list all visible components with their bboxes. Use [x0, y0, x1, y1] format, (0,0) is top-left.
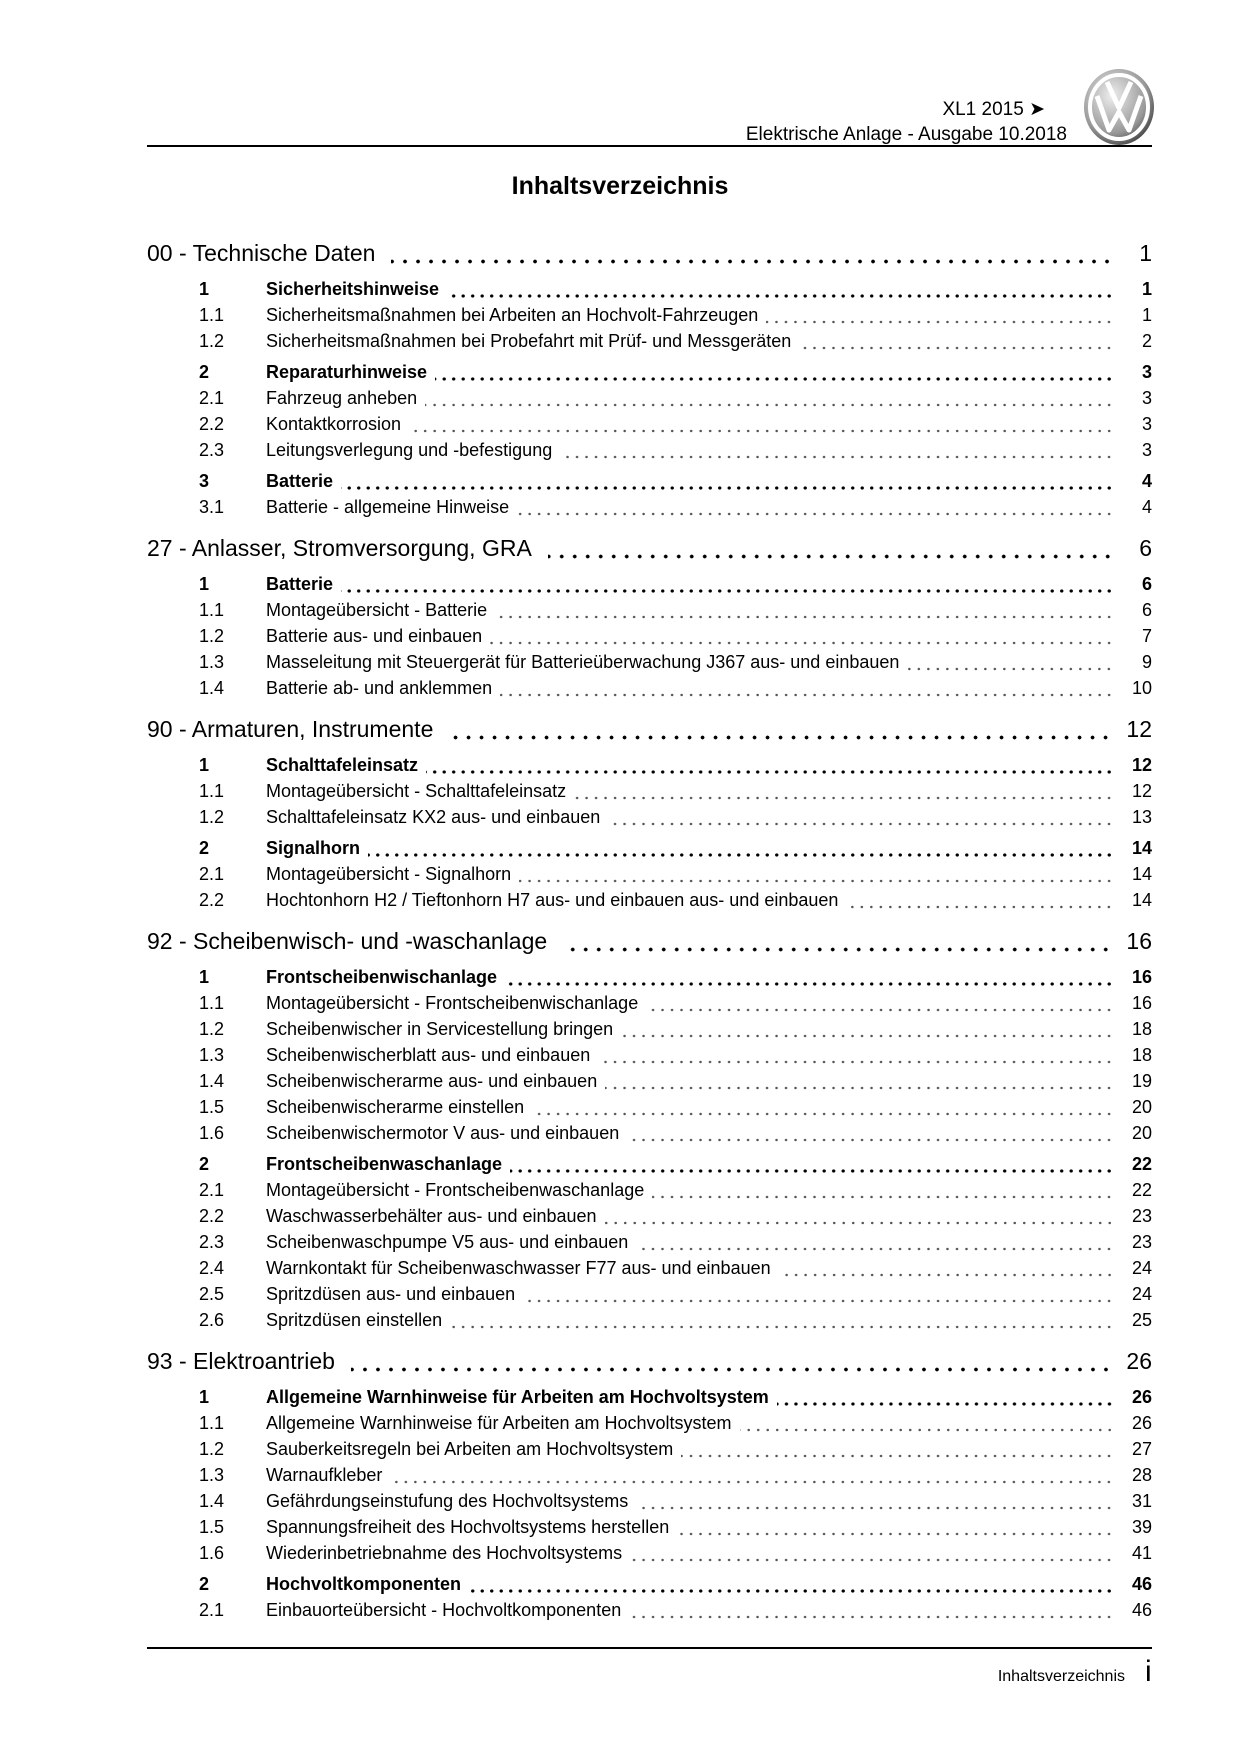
- entry-page: 16: [1131, 993, 1152, 1013]
- dot-leader: [510, 1169, 1114, 1173]
- entry-number: 1: [199, 279, 210, 299]
- dot-leader: [681, 1454, 1114, 1458]
- dot-leader: [500, 693, 1114, 697]
- entry-number: 1.2: [199, 1019, 225, 1039]
- entry-page: 12: [1126, 716, 1152, 742]
- entry-number: 2.6: [199, 1310, 225, 1330]
- toc-item[interactable]: [147, 305, 1152, 331]
- toc-item[interactable]: [147, 497, 1152, 523]
- toc-item[interactable]: [147, 1517, 1152, 1543]
- entry-number: 2.1: [199, 388, 225, 408]
- entry-title: Montageübersicht - Schalttafeleinsatz: [266, 781, 567, 801]
- entry-page: 39: [1131, 1517, 1152, 1537]
- toc-item[interactable]: [147, 1491, 1152, 1517]
- dot-leader: [621, 1034, 1114, 1038]
- toc-section[interactable]: [147, 967, 1152, 993]
- toc-item[interactable]: [147, 1600, 1152, 1626]
- dot-leader: [608, 822, 1114, 826]
- dot-leader: [495, 615, 1114, 619]
- entry-number: 1.4: [199, 1491, 225, 1511]
- toc-item[interactable]: [147, 1465, 1152, 1491]
- entry-title: Hochvoltkomponenten: [266, 1574, 462, 1594]
- toc-item[interactable]: [147, 864, 1152, 890]
- dot-leader: [627, 1138, 1114, 1142]
- dot-leader: [523, 1299, 1114, 1303]
- entry-number: 1.1: [199, 1413, 225, 1433]
- entry-title: Hochtonhorn H2 / Tieftonhorn H7 aus- und einbauen aus- und einbauen: [266, 890, 839, 910]
- toc-item[interactable]: [147, 993, 1152, 1019]
- entry-title: Scheibenwischerarme aus- und einbauen: [266, 1071, 598, 1091]
- toc-item[interactable]: [147, 1206, 1152, 1232]
- entry-page: 26: [1131, 1387, 1152, 1407]
- entry-number: 2: [199, 1574, 210, 1594]
- dot-leader: [846, 905, 1114, 909]
- toc-section[interactable]: [147, 574, 1152, 600]
- entry-number: 2.2: [199, 890, 225, 910]
- entry-title: Scheibenwischerblatt aus- und einbauen: [266, 1045, 591, 1065]
- entry-page: 24: [1131, 1258, 1152, 1278]
- entry-page: 28: [1131, 1465, 1152, 1485]
- entry-title: Montageübersicht - Batterie: [266, 600, 488, 620]
- dot-leader: [409, 429, 1114, 433]
- entry-page: 12: [1131, 781, 1152, 801]
- entry-title: Batterie: [266, 471, 334, 491]
- dot-leader: [368, 853, 1114, 857]
- entry-number: 3.1: [199, 497, 225, 517]
- dot-leader: [351, 1367, 1112, 1372]
- entry-number: 2.2: [199, 1206, 225, 1226]
- toc-item[interactable]: [147, 678, 1152, 704]
- toc-item[interactable]: [147, 781, 1152, 807]
- dot-leader: [341, 589, 1114, 593]
- toc-chapter[interactable]: [147, 928, 1152, 962]
- entry-number: 2: [199, 1154, 210, 1174]
- entry-page: 25: [1131, 1310, 1152, 1330]
- entry-title: Sicherheitsmaßnahmen bei Arbeiten an Hochvolt-Fahrzeugen: [266, 305, 759, 325]
- entry-title: Fahrzeug anheben: [266, 388, 418, 408]
- toc-section[interactable]: [147, 279, 1152, 305]
- toc-item[interactable]: [147, 388, 1152, 414]
- entry-number: 1.6: [199, 1123, 225, 1143]
- entry-number: 2.3: [199, 440, 225, 460]
- dot-leader: [605, 1086, 1114, 1090]
- dot-leader: [574, 796, 1114, 800]
- toc-item[interactable]: [147, 1310, 1152, 1336]
- dot-leader: [560, 455, 1114, 459]
- entry-number: 1.1: [199, 781, 225, 801]
- entry-number: 2.5: [199, 1284, 225, 1304]
- entry-title: Allgemeine Warnhinweise für Arbeiten am Hochvoltsystem: [266, 1413, 732, 1433]
- entry-title: Montageübersicht - Signalhorn: [266, 864, 512, 884]
- dot-leader: [907, 667, 1114, 671]
- entry-title: 93 - Elektroantrieb: [147, 1348, 335, 1374]
- entry-title: Scheibenwischerarme einstellen: [266, 1097, 525, 1117]
- entry-page: 23: [1131, 1232, 1152, 1252]
- entry-number: 1: [199, 755, 210, 775]
- entry-title: Montageübersicht - Frontscheibenwaschanlage: [266, 1180, 645, 1200]
- entry-page: 14: [1131, 864, 1152, 884]
- entry-page: 20: [1131, 1097, 1152, 1117]
- entry-number: 1.1: [199, 305, 225, 325]
- toc-section[interactable]: [147, 362, 1152, 388]
- entry-page: 14: [1131, 838, 1152, 858]
- entry-number: 1.6: [199, 1543, 225, 1563]
- entry-page: 4: [1141, 497, 1152, 517]
- entry-page: 27: [1131, 1439, 1152, 1459]
- entry-page: 16: [1126, 928, 1152, 954]
- dot-leader: [598, 1060, 1114, 1064]
- entry-page: 12: [1131, 755, 1152, 775]
- toc-item[interactable]: [147, 331, 1152, 357]
- entry-page: 31: [1131, 1491, 1152, 1511]
- dot-leader: [505, 982, 1114, 986]
- entry-page: 4: [1141, 471, 1152, 491]
- toc-section[interactable]: [147, 755, 1152, 781]
- entry-number: 2: [199, 838, 210, 858]
- entry-page: 2: [1141, 331, 1152, 351]
- toc-section[interactable]: [147, 1387, 1152, 1413]
- entry-page: 6: [1139, 535, 1152, 561]
- dot-leader: [799, 346, 1114, 350]
- entry-number: 1: [199, 574, 210, 594]
- entry-title: Reparaturhinweise: [266, 362, 428, 382]
- header-rule: [147, 145, 1152, 147]
- entry-title: Masseleitung mit Steuergerät für Batterieüberwachung J367 aus- und einbauen: [266, 652, 900, 672]
- entry-title: Batterie aus- und einbauen: [266, 626, 483, 646]
- entry-number: 1: [199, 967, 210, 987]
- dot-leader: [426, 770, 1114, 774]
- toc-section[interactable]: [147, 1574, 1152, 1600]
- entry-page: 19: [1131, 1071, 1152, 1091]
- entry-title: Frontscheibenwischanlage: [266, 967, 498, 987]
- entry-number: 1.2: [199, 807, 225, 827]
- dot-leader: [391, 259, 1114, 264]
- toc-section[interactable]: [147, 838, 1152, 864]
- entry-title: Schalttafeleinsatz KX2 aus- und einbauen: [266, 807, 601, 827]
- toc-item[interactable]: [147, 1019, 1152, 1045]
- entry-number: 1.3: [199, 652, 225, 672]
- dot-leader: [779, 1273, 1114, 1277]
- header-subtitle: Elektrische Anlage - Ausgabe 10.2018: [745, 124, 1067, 145]
- entry-title: Kontaktkorrosion: [266, 414, 402, 434]
- dot-leader: [517, 512, 1114, 516]
- dot-leader: [390, 1480, 1114, 1484]
- entry-page: 16: [1131, 967, 1152, 987]
- entry-title: 00 - Technische Daten: [147, 240, 376, 266]
- entry-number: 2: [199, 362, 210, 382]
- entry-page: 22: [1131, 1180, 1152, 1200]
- entry-page: 26: [1126, 1348, 1152, 1374]
- entry-page: 7: [1141, 626, 1152, 646]
- dot-leader: [677, 1532, 1114, 1536]
- toc-item[interactable]: [147, 1439, 1152, 1465]
- entry-title: Gefährdungseinstufung des Hochvoltsystems: [266, 1491, 629, 1511]
- toc-chapter[interactable]: [147, 535, 1152, 569]
- footer-rule: [147, 1647, 1152, 1649]
- dot-leader: [636, 1506, 1114, 1510]
- entry-number: 1.5: [199, 1097, 225, 1117]
- toc-section[interactable]: [147, 1154, 1152, 1180]
- dot-leader: [630, 1558, 1114, 1562]
- toc-item[interactable]: [147, 600, 1152, 626]
- entry-title: Montageübersicht - Frontscheibenwischanlage: [266, 993, 639, 1013]
- dot-leader: [646, 1008, 1114, 1012]
- entry-title: Spritzdüsen einstellen: [266, 1310, 443, 1330]
- entry-page: 13: [1131, 807, 1152, 827]
- entry-title: Sauberkeitsregeln bei Arbeiten am Hochvoltsystem: [266, 1439, 674, 1459]
- toc-chapter[interactable]: [147, 1348, 1152, 1382]
- entry-page: 46: [1131, 1574, 1152, 1594]
- entry-number: 1.1: [199, 600, 225, 620]
- entry-page: 22: [1131, 1154, 1152, 1174]
- toc-item[interactable]: [147, 1543, 1152, 1569]
- entry-title: Leitungsverlegung und -befestigung: [266, 440, 553, 460]
- entry-page: 1: [1141, 305, 1152, 325]
- entry-page: 26: [1131, 1413, 1152, 1433]
- entry-number: 1: [199, 1387, 210, 1407]
- dot-leader: [652, 1195, 1114, 1199]
- entry-number: 2.4: [199, 1258, 225, 1278]
- entry-title: Schalttafeleinsatz: [266, 755, 419, 775]
- entry-title: Spannungsfreiheit des Hochvoltsystems herstellen: [266, 1517, 670, 1537]
- entry-page: 23: [1131, 1206, 1152, 1226]
- entry-title: Warnkontakt für Scheibenwaschwasser F77 aus- und einbauen: [266, 1258, 771, 1278]
- toc-item[interactable]: [147, 1413, 1152, 1439]
- entry-page: 10: [1131, 678, 1152, 698]
- entry-title: Sicherheitshinweise: [266, 279, 440, 299]
- entry-page: 6: [1141, 600, 1152, 620]
- entry-page: 18: [1131, 1019, 1152, 1039]
- toc-item[interactable]: [147, 414, 1152, 440]
- entry-title: Wiederinbetriebnahme des Hochvoltsystems: [266, 1543, 623, 1563]
- dot-leader: [563, 947, 1112, 952]
- entry-page: 18: [1131, 1045, 1152, 1065]
- entry-title: Sicherheitsmaßnahmen bei Probefahrt mit Prüf- und Messgeräten: [266, 331, 792, 351]
- entry-page: 9: [1141, 652, 1152, 672]
- toc-section[interactable]: [147, 471, 1152, 497]
- entry-number: 1.3: [199, 1465, 225, 1485]
- page-title: Inhaltsverzeichnis: [511, 172, 729, 200]
- entry-page: 1: [1139, 240, 1152, 266]
- entry-page: 20: [1131, 1123, 1152, 1143]
- dot-leader: [629, 1615, 1114, 1619]
- dot-leader: [519, 879, 1114, 883]
- dot-leader: [605, 1221, 1114, 1225]
- toc-item[interactable]: [147, 1097, 1152, 1123]
- toc-item[interactable]: [147, 807, 1152, 833]
- dot-leader: [425, 403, 1114, 407]
- entry-title: Batterie: [266, 574, 334, 594]
- entry-title: Signalhorn: [266, 838, 360, 858]
- footer-label: Inhaltsverzeichnis: [997, 1668, 1125, 1685]
- entry-number: 1.4: [199, 678, 225, 698]
- footer-page-number: i: [1145, 1655, 1152, 1688]
- toc-item[interactable]: [147, 890, 1152, 916]
- entry-title: Scheibenwischermotor V aus- und einbauen: [266, 1123, 620, 1143]
- entry-number: 1.3: [199, 1045, 225, 1065]
- entry-page: 6: [1141, 574, 1152, 594]
- entry-title: Spritzdüsen aus- und einbauen: [266, 1284, 516, 1304]
- entry-number: 1.5: [199, 1517, 225, 1537]
- entry-page: 3: [1141, 388, 1152, 408]
- dot-leader: [548, 554, 1114, 559]
- entry-page: 3: [1141, 362, 1152, 382]
- toc-item[interactable]: [147, 1232, 1152, 1258]
- toc-item[interactable]: [147, 1123, 1152, 1149]
- entry-page: 3: [1141, 440, 1152, 460]
- entry-page: 41: [1131, 1543, 1152, 1563]
- dot-leader: [435, 377, 1114, 381]
- toc-item[interactable]: [147, 1180, 1152, 1206]
- table-of-contents: [147, 240, 1152, 1626]
- entry-title: Batterie ab- und anklemmen: [266, 678, 493, 698]
- entry-title: Scheibenwaschpumpe V5 aus- und einbauen: [266, 1232, 629, 1252]
- dot-leader: [450, 1325, 1114, 1329]
- entry-title: Scheibenwischer in Servicestellung bringen: [266, 1019, 614, 1039]
- toc-item[interactable]: [147, 626, 1152, 652]
- entry-number: 1.2: [199, 331, 225, 351]
- entry-title: Batterie - allgemeine Hinweise: [266, 497, 510, 517]
- entry-number: 1.1: [199, 993, 225, 1013]
- entry-number: 2.1: [199, 1600, 225, 1620]
- dot-leader: [636, 1247, 1114, 1251]
- entry-page: 46: [1131, 1600, 1152, 1620]
- toc-item[interactable]: [147, 652, 1152, 678]
- dot-leader: [469, 1589, 1114, 1593]
- dot-leader: [449, 735, 1112, 740]
- entry-number: 1.2: [199, 626, 225, 646]
- entry-title: 90 - Armaturen, Instrumente: [147, 716, 434, 742]
- entry-title: 92 - Scheibenwisch- und -waschanlage: [147, 928, 548, 954]
- toc-chapter[interactable]: [147, 240, 1152, 274]
- entry-title: Waschwasserbehälter aus- und einbauen: [266, 1206, 597, 1226]
- entry-title: Warnaufkleber: [266, 1465, 383, 1485]
- dot-leader: [777, 1402, 1114, 1406]
- entry-page: 3: [1141, 414, 1152, 434]
- toc-item[interactable]: [147, 1045, 1152, 1071]
- entry-number: 2.1: [199, 864, 225, 884]
- entry-number: 2.1: [199, 1180, 225, 1200]
- entry-title: Frontscheibenwaschanlage: [266, 1154, 503, 1174]
- toc-chapter[interactable]: [147, 716, 1152, 750]
- entry-number: 3: [199, 471, 210, 491]
- entry-number: 2.2: [199, 414, 225, 434]
- vw-logo-icon: [1083, 68, 1155, 146]
- entry-title: Allgemeine Warnhinweise für Arbeiten am Hochvoltsystem: [266, 1387, 769, 1407]
- dot-leader: [532, 1112, 1114, 1116]
- dot-leader: [740, 1428, 1114, 1432]
- toc-item[interactable]: [147, 1284, 1152, 1310]
- toc-item[interactable]: [147, 1071, 1152, 1097]
- entry-number: 1.2: [199, 1439, 225, 1459]
- dot-leader: [447, 294, 1114, 298]
- entry-title: Einbauorteübersicht - Hochvoltkomponenten: [266, 1600, 622, 1620]
- entry-page: 24: [1131, 1284, 1152, 1304]
- entry-title: 27 - Anlasser, Stromversorgung, GRA: [147, 535, 532, 561]
- header-model: XL1 2015 ➤: [942, 99, 1045, 120]
- entry-number: 2.3: [199, 1232, 225, 1252]
- entry-page: 1: [1141, 279, 1152, 299]
- dot-leader: [341, 486, 1114, 490]
- entry-page: 14: [1131, 890, 1152, 910]
- entry-number: 1.4: [199, 1071, 225, 1091]
- dot-leader: [490, 641, 1114, 645]
- toc-item[interactable]: [147, 440, 1152, 466]
- dot-leader: [766, 320, 1114, 324]
- toc-item[interactable]: [147, 1258, 1152, 1284]
